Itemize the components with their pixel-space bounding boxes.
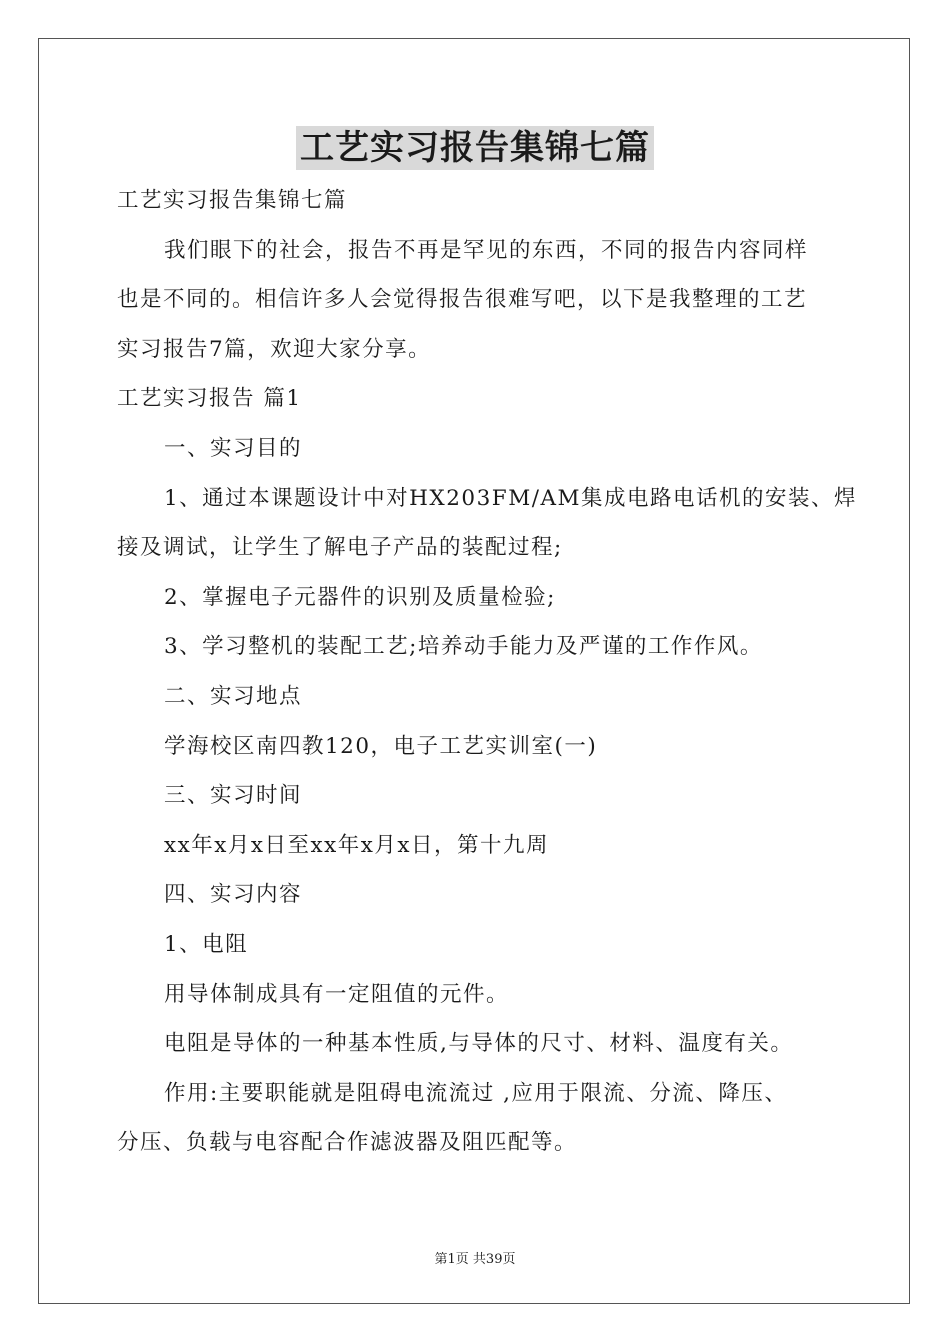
section-heading: 工艺实习报告 篇1	[117, 386, 302, 412]
document-body	[117, 176, 857, 1168]
body-line: 用导体制成具有一定阻值的元件。	[164, 981, 510, 1007]
body-line: 学海校区南四教120，电子工艺实训室(一)	[164, 733, 598, 759]
sub-heading: 四、实习内容	[164, 882, 303, 908]
sub-heading: 二、实习地点	[164, 683, 303, 709]
body-line: 3、学习整机的装配工艺;培养动手能力及严谨的工作作风。	[164, 634, 763, 660]
subtitle-line: 工艺实习报告集锦七篇	[117, 188, 348, 213]
page-footer: 第1页 共39页	[434, 1252, 516, 1267]
document-title-block	[0, 126, 950, 170]
sub-heading: 一、实习目的	[164, 435, 303, 461]
body-line: 接及调试，让学生了解电子产品的装配过程;	[117, 535, 563, 561]
sub-heading: 1、电阻	[164, 931, 249, 957]
body-line: 电阻是导体的一种基本性质,与导体的尺寸、材料、温度有关。	[164, 1031, 794, 1057]
body-line: 2、掌握电子元器件的识别及质量检验;	[164, 584, 556, 610]
body-line: xx年x月x日至xx年x月x日，第十九周	[164, 832, 550, 858]
document-title: 工艺实习报告集锦七篇	[296, 126, 654, 170]
intro-paragraph-line: 我们眼下的社会，报告不再是罕见的东西，不同的报告内容同样	[164, 237, 809, 263]
sub-heading: 三、实习时间	[164, 783, 303, 809]
intro-paragraph-line: 也是不同的。相信许多人会觉得报告很难写吧，以下是我整理的工艺	[117, 287, 808, 313]
intro-paragraph-line: 实习报告7篇，欢迎大家分享。	[117, 336, 432, 362]
body-line: 作用:主要职能就是阻碍电流流过 ,应用于限流、分流、降压、	[164, 1080, 788, 1106]
body-line: 1、通过本课题设计中对HX203FM/AM集成电路电话机的安装、焊	[164, 485, 857, 511]
body-line: 分压、负载与电容配合作滤波器及阻匹配等。	[117, 1130, 578, 1156]
